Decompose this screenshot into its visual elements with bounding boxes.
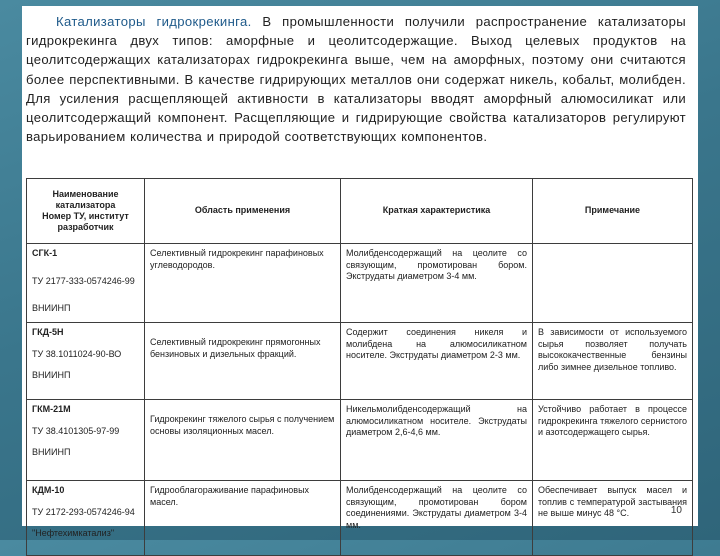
catalyst-table	[26, 178, 693, 556]
catalyst-spec: ТУ 2177-333-0574246-99	[32, 275, 135, 286]
catalyst-institute: ВНИИНП	[32, 370, 71, 380]
header-name-line2: Номер ТУ, институт разработчик	[42, 211, 129, 232]
header-name	[27, 179, 145, 244]
header-application: Область применения	[145, 179, 341, 244]
intro-body: В промышленности получили распространение катализаторы гидрокрекинга двух типов: аморфные и цеолитсодержащие. Выход целевых продуктов на цеолитсодержащих катализаторах гидрокрекинга выше, чем на аморфных, поэтому они считаются более перспективными. В качестве гидрирующих металлов они содержат никель, кобальт, молибден. Для усиления расщепляющей активности в катализаторы вводят аморфный алюмосиликат или цеолитсодержащий компонент. Расщепляющие и гидрирующие свойства катализаторов регулируют варьированием количества и природой соответствующих компонентов.	[26, 14, 687, 145]
table-row	[27, 481, 693, 556]
table-row	[27, 400, 693, 481]
row-note: В зависимости от используемого сырья позволяет получать высококачественные бензины либо зимнее дизельное топливо.	[533, 323, 693, 400]
page-number: 10	[670, 505, 682, 516]
catalyst-institute: ВНИИНП	[32, 303, 71, 313]
row-name-cell	[27, 400, 145, 481]
table-row	[27, 244, 693, 323]
row-note: Устойчиво работает в процессе гидрокрекинга тяжелого сернистого и азотсодержащего сырья.	[533, 400, 693, 481]
row-characteristic: Содержит соединения никеля и молибдена на алюмосиликатном носителе. Экструдаты диаметром 2-3 мм.	[341, 323, 533, 400]
header-note: Примечание	[533, 179, 693, 244]
row-application: Селективный гидрокрекинг парафиновых углеводородов.	[145, 244, 341, 323]
catalyst-code: СГК-1	[32, 248, 58, 258]
intro-paragraph	[26, 12, 686, 146]
row-name-cell	[27, 481, 145, 556]
row-characteristic: Никельмолибденсодержащий на алюмосиликатном носителе. Экструдаты диаметром 2,6-4,6 мм.	[341, 400, 533, 481]
slide	[22, 6, 698, 538]
row-application: Гидрокрекинг тяжелого сырья с получением основы изоляционных масел.	[145, 400, 341, 481]
catalyst-spec: ТУ 2172-293-0574246-94	[32, 506, 135, 517]
row-application: Селективный гидрокрекинг прямогонных бензиновых и дизельных фракций.	[145, 323, 341, 400]
catalyst-institute: ВНИИНП	[32, 447, 71, 457]
row-name-cell	[27, 323, 145, 400]
table-row	[27, 323, 693, 400]
catalyst-code: КДМ-10	[32, 485, 65, 495]
row-note: Обеспечивает выпуск масел и топлив с температурой застывания не выше минус 48 °С.	[533, 481, 693, 556]
row-characteristic: Молибденсодержащий на цеолите со связующим, промотирован бором. Экструдаты диаметром 3-4 мм.	[341, 244, 533, 323]
row-characteristic: Молибденсодержащий на цеолите со связующим, промотирован бором соединениями. Экструдаты диаметром 3-4 мм.	[341, 481, 533, 556]
table-header-row	[27, 179, 693, 244]
header-characteristic: Краткая характеристика	[341, 179, 533, 244]
catalyst-code: ГКМ-21М	[32, 404, 71, 414]
catalyst-spec: ТУ 38.4101305-97-99	[32, 425, 120, 436]
catalyst-spec: ТУ 38.1011024-90-ВО	[32, 348, 122, 359]
intro-lead: Катализаторы гидрокрекинга.	[56, 14, 252, 29]
row-note	[533, 244, 693, 323]
catalyst-code: ГКД-5Н	[32, 327, 64, 337]
row-application: Гидрооблагораживание парафиновых масел.	[145, 481, 341, 556]
catalyst-institute: "Нефтехимкатализ"	[32, 528, 115, 538]
row-name-cell	[27, 244, 145, 323]
header-name-line1: Наименование катализатора	[52, 189, 119, 210]
